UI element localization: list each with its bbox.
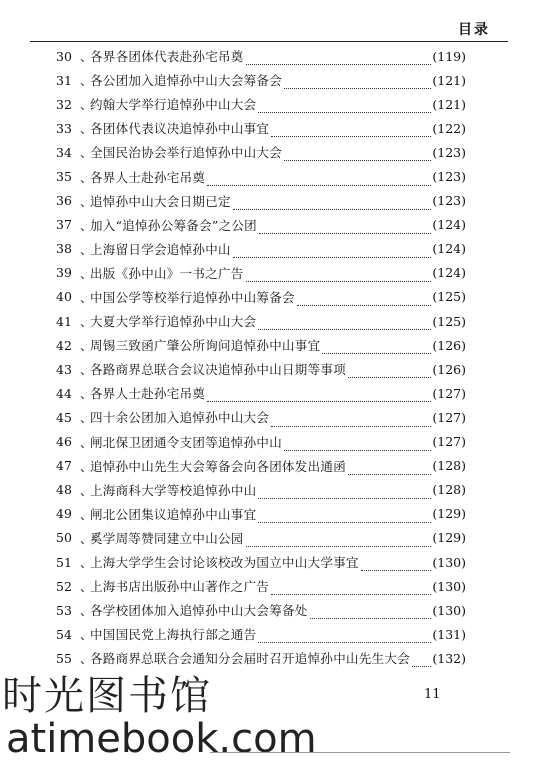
toc-entry-separator: 、 bbox=[80, 73, 93, 89]
toc-entry-title: 各学校团体加入追悼孙中山大会筹备处 bbox=[90, 603, 308, 619]
toc-entry bbox=[56, 237, 466, 261]
toc-entry-number: 37 bbox=[56, 217, 72, 233]
toc-entry-leader bbox=[258, 641, 431, 643]
toc-entry-page: (123) bbox=[432, 169, 466, 185]
toc-entry bbox=[56, 92, 466, 116]
toc-entry-number: 34 bbox=[56, 144, 72, 160]
toc-entry bbox=[56, 526, 466, 550]
toc-entry bbox=[56, 598, 466, 622]
toc-entry-leader bbox=[284, 159, 431, 161]
toc-entry-number: 50 bbox=[56, 530, 72, 546]
toc-entry-separator: 、 bbox=[80, 627, 93, 643]
toc-entry-title: 各团体代表议决追悼孙中山事宜 bbox=[90, 121, 270, 137]
toc-entry-title: 出版《孙中山》一书之广告 bbox=[90, 265, 244, 281]
toc-entry-number: 30 bbox=[56, 48, 72, 64]
toc-entry-leader bbox=[310, 617, 432, 619]
toc-entry-page: (127) bbox=[432, 409, 466, 425]
toc-entry bbox=[56, 309, 466, 333]
watermark-chinese: 时光图书馆 bbox=[2, 673, 212, 719]
toc-entry-number: 45 bbox=[56, 409, 72, 425]
toc-entry-number: 49 bbox=[56, 506, 72, 522]
toc-entry-leader bbox=[297, 304, 432, 306]
toc-entry-number: 54 bbox=[56, 626, 72, 642]
toc-entry bbox=[56, 478, 466, 502]
toc-entry-separator: 、 bbox=[80, 169, 93, 185]
watermark-url: atimebook.com bbox=[6, 716, 317, 762]
toc-entry-number: 48 bbox=[56, 482, 72, 498]
toc-entry-title: 各公团加入追悼孙中山大会筹备会 bbox=[90, 73, 283, 89]
header-rule bbox=[30, 41, 508, 42]
toc-entry-number: 35 bbox=[56, 169, 72, 185]
toc-entry-page: (124) bbox=[432, 241, 466, 257]
toc-entry-title: 四十余公团加入追悼孙中山大会 bbox=[90, 410, 270, 426]
toc-entry bbox=[56, 454, 466, 478]
toc-entry-number: 41 bbox=[56, 313, 72, 329]
toc-entry-separator: 、 bbox=[80, 362, 93, 378]
toc-entry bbox=[56, 140, 466, 164]
toc-entry-separator: 、 bbox=[80, 434, 93, 450]
toc-entry-number: 53 bbox=[56, 602, 72, 618]
toc-entry-separator: 、 bbox=[80, 145, 93, 161]
toc-entry-leader bbox=[284, 449, 431, 451]
toc-entry-separator: 、 bbox=[80, 193, 93, 209]
bottom-rule bbox=[210, 752, 510, 753]
toc-entry-separator: 、 bbox=[80, 458, 93, 474]
toc-entry-separator: 、 bbox=[80, 482, 93, 498]
toc-entry-title: 闸北保卫团通令支团等追悼孙中山 bbox=[90, 434, 283, 450]
toc-entry-page: (127) bbox=[432, 385, 466, 401]
toc-entry-number: 51 bbox=[56, 554, 72, 570]
toc-entry-page: (126) bbox=[432, 337, 466, 353]
toc-entry-separator: 、 bbox=[80, 97, 93, 113]
toc-entry-page: (128) bbox=[432, 482, 466, 498]
toc-entry-leader bbox=[233, 256, 432, 258]
toc-entry-title: 追悼孙中山大会日期已定 bbox=[90, 193, 231, 209]
toc-entry-separator: 、 bbox=[80, 386, 93, 402]
toc-entry-leader bbox=[348, 376, 431, 378]
toc-entry-separator: 、 bbox=[80, 410, 93, 426]
toc-entry-title: 上海大学学生会讨论该校改为国立中山大学事宜 bbox=[90, 555, 359, 571]
toc-entry-separator: 、 bbox=[80, 579, 93, 595]
toc-entry-page: (125) bbox=[432, 289, 466, 305]
toc-entry-leader bbox=[271, 135, 431, 137]
toc-entry-page: (122) bbox=[432, 120, 466, 136]
toc-entry bbox=[56, 430, 466, 454]
toc-entry-number: 52 bbox=[56, 578, 72, 594]
toc-entry-separator: 、 bbox=[80, 555, 93, 571]
toc-entry-number: 32 bbox=[56, 96, 72, 112]
toc-entry-separator: 、 bbox=[80, 651, 93, 667]
toc-entry bbox=[56, 189, 466, 213]
toc-entry bbox=[56, 381, 466, 405]
toc-entry-page: (128) bbox=[432, 458, 466, 474]
toc-entry-title: 各界人士赴孙宅吊奠 bbox=[90, 169, 206, 185]
toc-entry-page: (130) bbox=[432, 602, 466, 618]
toc-entry-leader bbox=[246, 280, 432, 282]
toc-entry-title: 上海留日学会追悼孙中山 bbox=[90, 241, 231, 257]
toc-entry-title: 约翰大学举行追悼孙中山大会 bbox=[90, 97, 257, 113]
toc-entry-page: (129) bbox=[432, 530, 466, 546]
toc-entry bbox=[56, 574, 466, 598]
toc-entry bbox=[56, 261, 466, 285]
toc-entry-title: 各界各团体代表赴孙宅吊奠 bbox=[90, 49, 244, 65]
toc-entry bbox=[56, 405, 466, 429]
table-of-contents bbox=[56, 44, 466, 670]
toc-entry-number: 36 bbox=[56, 193, 72, 209]
toc-entry-page: (132) bbox=[432, 650, 466, 666]
toc-entry-leader bbox=[271, 593, 431, 595]
toc-entry-separator: 、 bbox=[80, 506, 93, 522]
toc-entry-page: (126) bbox=[432, 361, 466, 377]
toc-entry-separator: 、 bbox=[80, 338, 93, 354]
toc-entry-leader bbox=[412, 665, 431, 667]
toc-entry-leader bbox=[246, 63, 432, 65]
toc-entry bbox=[56, 502, 466, 526]
toc-entry-page: (123) bbox=[432, 144, 466, 160]
toc-entry bbox=[56, 550, 466, 574]
toc-entry-number: 42 bbox=[56, 337, 72, 353]
toc-entry-separator: 、 bbox=[80, 241, 93, 257]
toc-entry-page: (131) bbox=[432, 626, 466, 642]
page-number: 11 bbox=[424, 687, 441, 702]
toc-entry-separator: 、 bbox=[80, 217, 93, 233]
toc-entry-title: 中国国民党上海执行部之通告 bbox=[90, 627, 257, 643]
toc-entry-leader bbox=[246, 545, 432, 547]
toc-entry-title: 上海商科大学等校追悼孙中山 bbox=[90, 482, 257, 498]
toc-entry-leader bbox=[207, 400, 431, 402]
toc-entry-leader bbox=[258, 328, 431, 330]
toc-entry-title: 上海书店出版孙中山著作之广告 bbox=[90, 579, 270, 595]
toc-entry-leader bbox=[361, 569, 432, 571]
toc-entry-separator: 、 bbox=[80, 289, 93, 305]
toc-entry bbox=[56, 44, 466, 68]
toc-entry-page: (130) bbox=[432, 578, 466, 594]
toc-entry-number: 47 bbox=[56, 458, 72, 474]
toc-entry-number: 38 bbox=[56, 241, 72, 257]
toc-entry-title: 周锡三致函广肇公所询问追悼孙中山事宜 bbox=[90, 338, 321, 354]
toc-entry-page: (121) bbox=[432, 72, 466, 88]
toc-entry-title: 大夏大学举行追悼孙中山大会 bbox=[90, 314, 257, 330]
toc-entry-leader bbox=[271, 425, 431, 427]
toc-entry-leader bbox=[259, 232, 431, 234]
toc-entry-title: 全国民治协会举行追悼孙中山大会 bbox=[90, 145, 283, 161]
toc-entry bbox=[56, 164, 466, 188]
toc-entry bbox=[56, 622, 466, 646]
toc-entry-leader bbox=[233, 208, 432, 210]
toc-entry-title: 中国公学等校举行追悼孙中山筹备会 bbox=[90, 289, 295, 305]
toc-entry-page: (125) bbox=[432, 313, 466, 329]
toc-entry bbox=[56, 357, 466, 381]
toc-entry-page: (127) bbox=[432, 434, 466, 450]
toc-entry bbox=[56, 333, 466, 357]
toc-entry-leader bbox=[348, 473, 431, 475]
toc-entry-title: 各界人士赴孙宅吊奠 bbox=[90, 386, 206, 402]
toc-entry-page: (124) bbox=[432, 217, 466, 233]
toc-entry-number: 40 bbox=[56, 289, 72, 305]
toc-entry-number: 46 bbox=[56, 434, 72, 450]
toc-entry-title: 加入“追悼孙公筹备会”之公团 bbox=[90, 217, 257, 233]
toc-entry-leader bbox=[258, 521, 431, 523]
toc-entry-number: 33 bbox=[56, 120, 72, 136]
toc-entry bbox=[56, 116, 466, 140]
toc-entry-leader bbox=[322, 352, 431, 354]
toc-entry-separator: 、 bbox=[80, 314, 93, 330]
toc-entry-number: 39 bbox=[56, 265, 72, 281]
toc-entry-title: 各路商界总联合会通知分会届时召开追悼孙中山先生大会 bbox=[90, 651, 411, 667]
toc-entry-number: 55 bbox=[56, 650, 72, 666]
toc-entry bbox=[56, 213, 466, 237]
toc-entry-leader bbox=[284, 87, 431, 89]
toc-entry-separator: 、 bbox=[80, 265, 93, 281]
toc-entry-leader bbox=[258, 497, 431, 499]
toc-entry-number: 44 bbox=[56, 385, 72, 401]
toc-entry-title: 各路商界总联合会议决追悼孙中山日期等事项 bbox=[90, 362, 347, 378]
toc-entry-separator: 、 bbox=[80, 49, 93, 65]
toc-entry bbox=[56, 285, 466, 309]
toc-entry-page: (119) bbox=[432, 48, 466, 64]
toc-entry-separator: 、 bbox=[80, 530, 93, 546]
toc-entry-page: (123) bbox=[432, 193, 466, 209]
toc-entry-page: (129) bbox=[432, 506, 466, 522]
toc-entry-page: (124) bbox=[432, 265, 466, 281]
toc-entry-leader bbox=[207, 184, 431, 186]
toc-entry-page: (130) bbox=[432, 554, 466, 570]
toc-entry-leader bbox=[258, 111, 431, 113]
toc-entry-separator: 、 bbox=[80, 603, 93, 619]
toc-entry-title: 追悼孙中山先生大会筹备会向各团体发出通函 bbox=[90, 458, 347, 474]
toc-entry-page: (121) bbox=[432, 96, 466, 112]
toc-entry-title: 奚学周等赞同建立中山公园 bbox=[90, 530, 244, 546]
toc-entry-separator: 、 bbox=[80, 121, 93, 137]
toc-entry-number: 31 bbox=[56, 72, 72, 88]
toc-entry-number: 43 bbox=[56, 361, 72, 377]
page-title: 目录 bbox=[458, 22, 490, 38]
toc-entry-title: 闸北公团集议追悼孙中山事宜 bbox=[90, 506, 257, 522]
page-header bbox=[30, 16, 508, 38]
toc-entry bbox=[56, 68, 466, 92]
